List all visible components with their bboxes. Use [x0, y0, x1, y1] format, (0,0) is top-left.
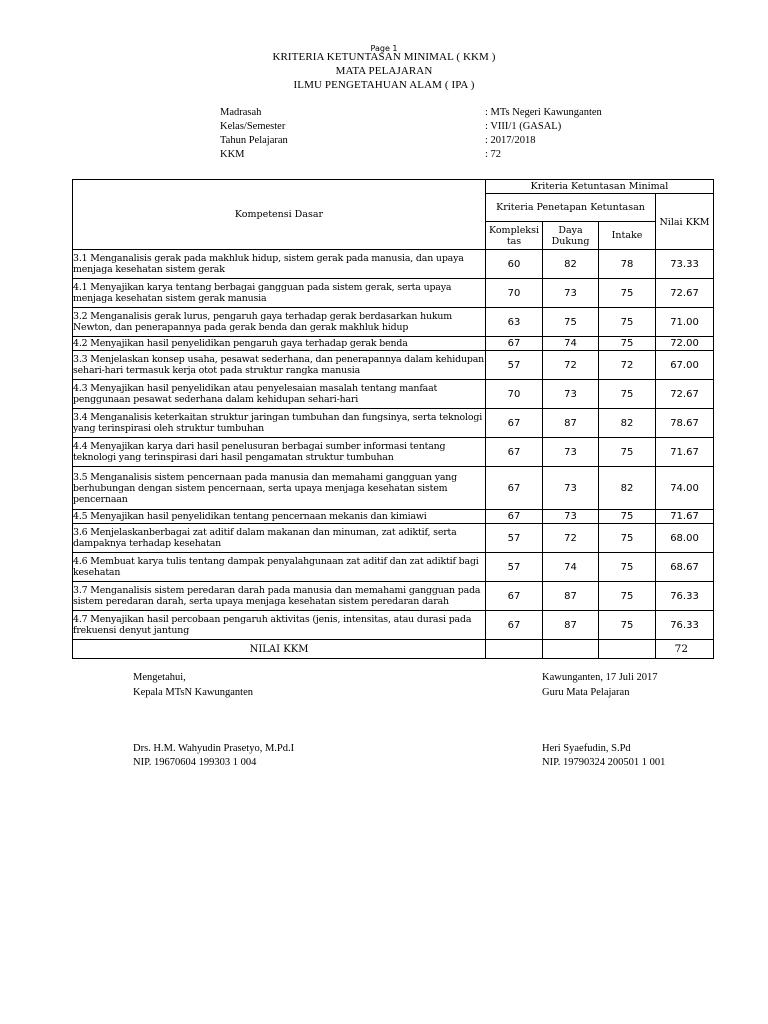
daya-dukung-cell: 82	[543, 250, 599, 279]
subject-name: ILMU PENGETAHUAN ALAM ( IPA )	[293, 79, 475, 91]
table-row	[73, 582, 714, 611]
sig-right-nip: NIP. 19790324 200501 1 001	[542, 757, 666, 768]
nilai-kkm-cell: 67.00	[656, 351, 714, 380]
header-intake: Intake	[599, 222, 656, 250]
kompleksitas-cell: 67	[486, 409, 543, 438]
header-kompleksitas: Kompleksi tas	[486, 222, 543, 250]
kompleksitas-cell: 67	[486, 582, 543, 611]
kd-cell: 3.4 Menganalisis keterkaitan struktur jaringan tumbuhan dan fungsinya, serta teknologi yang terinspirasi oleh struktur tumbuhan	[73, 409, 486, 438]
intake-cell: 75	[599, 510, 656, 524]
header-penetapan: Kriteria Penetapan Ketuntasan	[486, 194, 656, 222]
info-value: : MTs Negeri Kawunganten	[485, 107, 602, 118]
kd-cell: 3.5 Menganalisis sistem pencernaan pada manusia dan memahami gangguan yang berhubungan dengan sistem pencernaan, serta upaya menjaga kesehatan sistem pencernaan	[73, 467, 486, 510]
kompleksitas-cell: 57	[486, 553, 543, 582]
nilai-kkm-cell: 68.00	[656, 524, 714, 553]
intake-cell: 78	[599, 250, 656, 279]
info-kkm	[220, 149, 660, 163]
intake-cell: 75	[599, 524, 656, 553]
empty-cell	[543, 640, 599, 659]
intake-cell: 75	[599, 438, 656, 467]
table-row	[73, 250, 714, 279]
table-row	[73, 611, 714, 640]
daya-dukung-cell: 72	[543, 351, 599, 380]
daya-dukung-cell: 87	[543, 582, 599, 611]
info-kelas	[220, 121, 660, 135]
intake-cell: 75	[599, 611, 656, 640]
header-kompetensi-dasar: Kompetensi Dasar	[73, 180, 486, 250]
nilai-kkm-cell: 72.67	[656, 279, 714, 308]
table-row	[73, 467, 714, 510]
intake-cell: 75	[599, 553, 656, 582]
kd-cell: 4.5 Menyajikan hasil penyelidikan tentang pencernaan mekanis dan kimiawi	[73, 510, 486, 524]
info-label: Kelas/Semester	[220, 121, 286, 132]
intake-cell: 82	[599, 467, 656, 510]
daya-dukung-cell: 75	[543, 308, 599, 337]
table-row	[73, 308, 714, 337]
kd-cell: 3.1 Menganalisis gerak pada makhluk hidup, sistem gerak pada manusia, dan upaya menjaga kesehatan sistem gerak	[73, 250, 486, 279]
empty-cell	[599, 640, 656, 659]
table-row	[73, 510, 714, 524]
info-value: : 2017/2018	[485, 135, 536, 146]
info-label: KKM	[220, 149, 245, 160]
intake-cell: 75	[599, 279, 656, 308]
daya-dukung-cell: 73	[543, 510, 599, 524]
info-label: Tahun Pelajaran	[220, 135, 288, 146]
sig-right-name: Heri Syaefudin, S.Pd	[542, 743, 631, 754]
info-value: : 72	[485, 149, 502, 160]
total-label: NILAI KKM	[73, 640, 486, 659]
kd-cell: 3.6 Menjelaskanberbagai zat aditif dalam makanan dan minuman, zat adiktif, serta dampaknya terhadap kesehatan	[73, 524, 486, 553]
nilai-kkm-cell: 72.00	[656, 337, 714, 351]
daya-dukung-cell: 74	[543, 337, 599, 351]
sig-left-nip: NIP. 19670604 199303 1 004	[133, 757, 257, 768]
kd-cell: 4.4 Menyajikan karya dari hasil penelusuran berbagai sumber informasi tentang teknologi yang terinspirasi dari hasil pengamatan struktur tumbuhan	[73, 438, 486, 467]
kompleksitas-cell: 57	[486, 524, 543, 553]
sig-left-position: Kepala MTsN Kawunganten	[133, 687, 253, 698]
page-label: Page 1	[370, 44, 398, 53]
kkm-table	[72, 179, 714, 659]
kd-cell: 3.7 Menganalisis sistem peredaran darah pada manusia dan memahami gangguan pada sistem peredaran darah, serta upaya menjaga kesehatan sistem peredaran darah	[73, 582, 486, 611]
kd-cell: 4.3 Menyajikan hasil penyelidikan atau penyelesaian masalah tentang manfaat penggunaan pesawat sederhana dalam kehidupan sehari-hari	[73, 380, 486, 409]
daya-dukung-cell: 72	[543, 524, 599, 553]
kompleksitas-cell: 67	[486, 510, 543, 524]
header-nilai-kkm: Nilai KKM	[656, 194, 714, 250]
daya-dukung-cell: 73	[543, 380, 599, 409]
sig-left-name: Drs. H.M. Wahyudin Prasetyo, M.Pd.I	[133, 743, 295, 754]
nilai-kkm-cell: 71.67	[656, 438, 714, 467]
kompleksitas-cell: 70	[486, 380, 543, 409]
kompleksitas-cell: 63	[486, 308, 543, 337]
kd-cell: 4.1 Menyajikan karya tentang berbagai gangguan pada sistem gerak, serta upaya menjaga kesehatan sistem gerak manusia	[73, 279, 486, 308]
nilai-kkm-cell: 78.67	[656, 409, 714, 438]
table-row	[73, 337, 714, 351]
info-value: : VIII/1 (GASAL)	[485, 121, 562, 132]
daya-dukung-cell: 73	[543, 279, 599, 308]
nilai-kkm-cell: 73.33	[656, 250, 714, 279]
total-row	[73, 640, 714, 659]
subject-heading: MATA PELAJARAN	[335, 65, 433, 77]
kd-cell: 3.2 Menganalisis gerak lurus, pengaruh gaya terhadap gerak berdasarkan hukum Newton, dan penerapannya pada gerak benda dan gerak makhluk hidup	[73, 308, 486, 337]
intake-cell: 75	[599, 582, 656, 611]
total-value: 72	[656, 640, 714, 659]
info-label: Madrasah	[220, 107, 262, 118]
nilai-kkm-cell: 71.00	[656, 308, 714, 337]
nilai-kkm-cell: 71.67	[656, 510, 714, 524]
intake-cell: 75	[599, 380, 656, 409]
daya-dukung-cell: 73	[543, 467, 599, 510]
nilai-kkm-cell: 68.67	[656, 553, 714, 582]
kompleksitas-cell: 60	[486, 250, 543, 279]
intake-cell: 75	[599, 308, 656, 337]
kompleksitas-cell: 67	[486, 438, 543, 467]
kompleksitas-cell: 57	[486, 351, 543, 380]
kompleksitas-cell: 70	[486, 279, 543, 308]
table-row	[73, 438, 714, 467]
sig-right-date: Kawunganten, 17 Juli 2017	[542, 672, 658, 683]
header-kriteria-ketuntasan: Kriteria Ketuntasan Minimal	[486, 180, 714, 194]
intake-cell: 72	[599, 351, 656, 380]
nilai-kkm-cell: 76.33	[656, 611, 714, 640]
sig-left-line1: Mengetahui,	[133, 672, 186, 683]
kompleksitas-cell: 67	[486, 467, 543, 510]
table-row	[73, 279, 714, 308]
kompleksitas-cell: 67	[486, 611, 543, 640]
kompleksitas-cell: 67	[486, 337, 543, 351]
daya-dukung-cell: 74	[543, 553, 599, 582]
info-tahun	[220, 135, 660, 149]
sig-right-position: Guru Mata Pelajaran	[542, 687, 630, 698]
table-row	[73, 524, 714, 553]
table-row	[73, 409, 714, 438]
table-row	[73, 351, 714, 380]
nilai-kkm-cell: 74.00	[656, 467, 714, 510]
kd-cell: 4.2 Menyajikan hasil penyelidikan pengaruh gaya terhadap gerak benda	[73, 337, 486, 351]
document-title: KRITERIA KETUNTASAN MINIMAL ( KKM )	[272, 51, 496, 63]
empty-cell	[486, 640, 543, 659]
kd-cell: 4.7 Menyajikan hasil percobaan pengaruh aktivitas (jenis, intensitas, atau durasi pada frekuensi denyut jantung	[73, 611, 486, 640]
daya-dukung-cell: 73	[543, 438, 599, 467]
kd-cell: 4.6 Membuat karya tulis tentang dampak penyalahgunaan zat aditif dan zat adiktif bagi kesehatan	[73, 553, 486, 582]
table-row	[73, 553, 714, 582]
daya-dukung-cell: 87	[543, 409, 599, 438]
daya-dukung-cell: 87	[543, 611, 599, 640]
nilai-kkm-cell: 72.67	[656, 380, 714, 409]
kd-cell: 3.3 Menjelaskan konsep usaha, pesawat sederhana, dan penerapannya dalam kehidupan sehari-hari termasuk kerja otot pada struktur rangka manusia	[73, 351, 486, 380]
header-daya-dukung: Daya Dukung	[543, 222, 599, 250]
info-madrasah	[220, 107, 660, 121]
nilai-kkm-cell: 76.33	[656, 582, 714, 611]
table-row	[73, 380, 714, 409]
intake-cell: 82	[599, 409, 656, 438]
intake-cell: 75	[599, 337, 656, 351]
